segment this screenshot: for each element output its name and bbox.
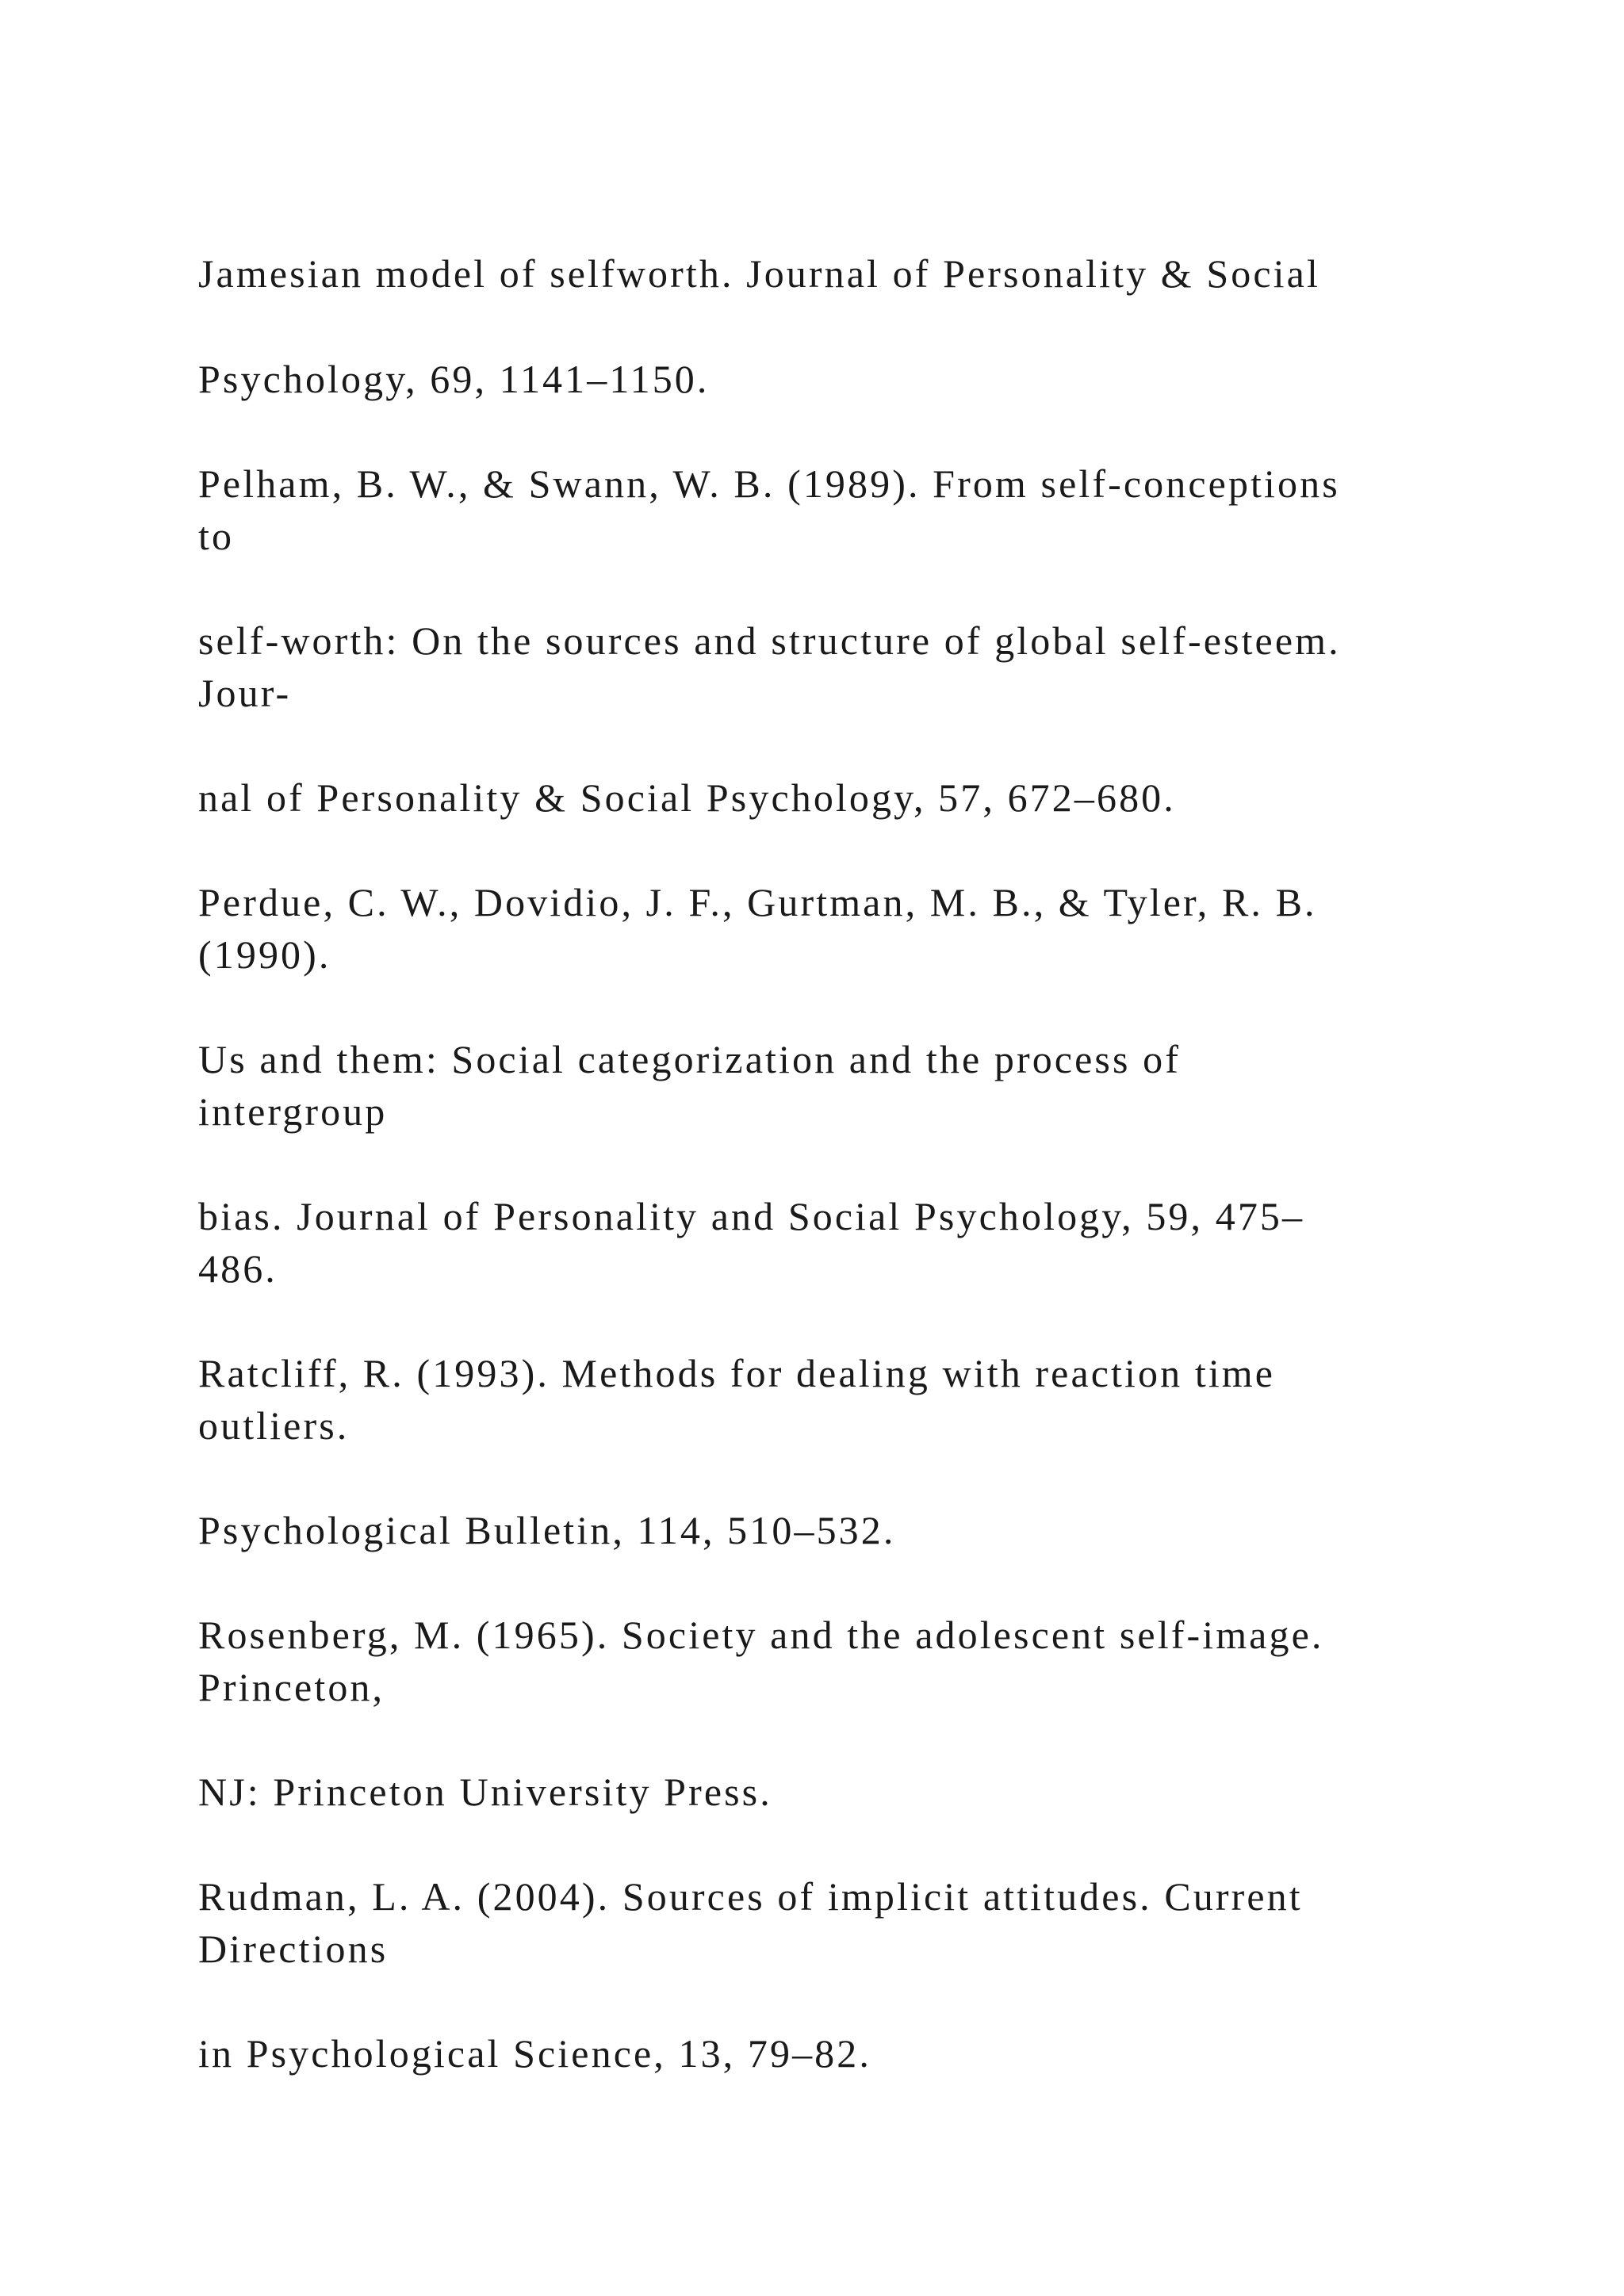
text-line: Psychological Bulletin, 114, 510–532.: [198, 1508, 896, 1552]
text-line: self-worth: On the sources and structure of global self-esteem.: [198, 618, 1341, 663]
text-line: to: [198, 514, 235, 558]
text-line: Perdue, C. W., Dovidio, J. F., Gurtman, M. B., & Tyler, R. B.: [198, 880, 1317, 924]
text-line: in Psychological Science, 13, 79–82.: [198, 2031, 871, 2076]
text-line: Jour-: [198, 671, 292, 715]
text-line: Psychology, 69, 1141–1150.: [198, 357, 710, 401]
text-line: nal of Personality & Social Psychology, 57, 672–680.: [198, 775, 1176, 820]
text-line: Jamesian model of selfworth. Journal of Personality & Social: [198, 251, 1320, 296]
text-line: Princeton,: [198, 1665, 385, 1709]
text-line: Pelham, B. W., & Swann, W. B. (1989). From self-conceptions: [198, 461, 1340, 506]
text-line: 486.: [198, 1246, 278, 1291]
text-line: Directions: [198, 1927, 389, 1971]
text-line: bias. Journal of Personality and Social Psychology, 59, 475–: [198, 1194, 1305, 1238]
text-line: (1990).: [198, 932, 331, 977]
text-line: Rosenberg, M. (1965). Society and the adolescent self-image.: [198, 1613, 1324, 1657]
text-line: intergroup: [198, 1089, 388, 1134]
text-line: NJ: Princeton University Press.: [198, 1770, 772, 1814]
text-line: Us and them: Social categorization and the process of: [198, 1037, 1181, 1081]
text-line: Ratcliff, R. (1993). Methods for dealing with reaction time: [198, 1351, 1276, 1395]
text-line: outliers.: [198, 1403, 350, 1448]
text-line: Rudman, L. A. (2004). Sources of implicit attitudes. Current: [198, 1874, 1303, 1919]
